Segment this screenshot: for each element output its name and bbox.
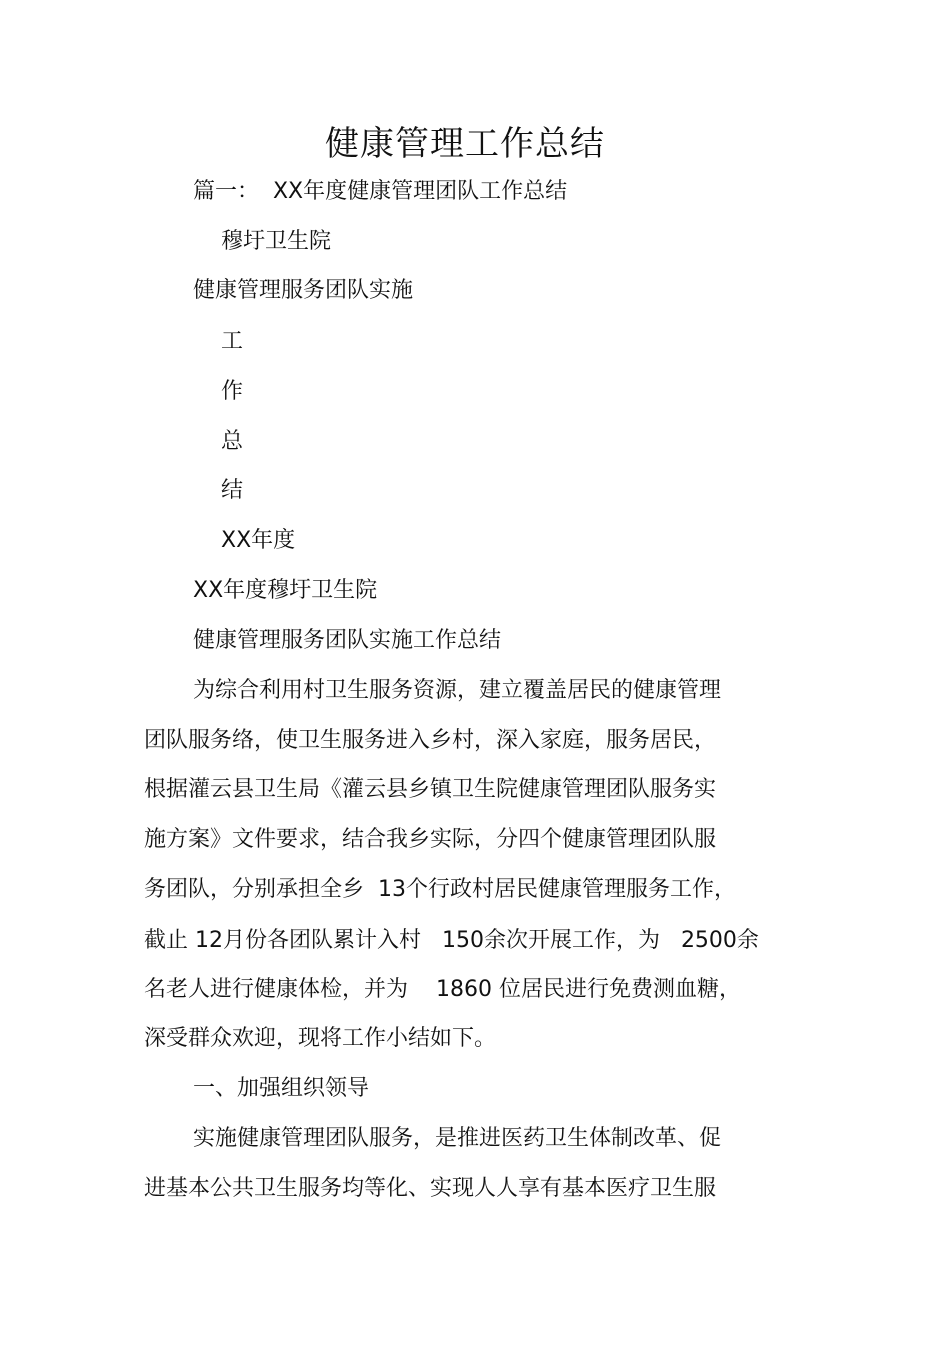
subsection-heading: 一、加强组织领导 [193,1076,370,1101]
institution-name: 穆圩卫生院 [221,229,332,254]
paragraph-line: 施方案》文件要求，结合我乡实际，分四个健康管理团队服 [144,827,717,852]
text-line: 结 [221,478,244,503]
text-line: 健康管理服务团队实施工作总结 [193,628,502,653]
text-line: 作 [221,379,244,404]
paragraph-line: 根据灌云县卫生局《灌云县乡镇卫生院健康管理团队服务实 [144,777,717,802]
text-line: 健康管理服务团队实施 [193,278,414,303]
paragraph-line: 实施健康管理团队服务，是推进医药卫生体制改革、促 [193,1126,722,1151]
document-title: 健康管理工作总结 [325,124,605,164]
paragraph-line: 截止 12月份各团队累计入村 150余次开展工作，为 2500余 [144,928,759,953]
text-line: 总 [221,429,244,454]
paragraph-line: 为综合利用村卫生服务资源，建立覆盖居民的健康管理 [193,678,722,703]
paragraph-line: 深受群众欢迎，现将工作小结如下。 [144,1026,497,1051]
text-line: 工 [221,329,244,354]
paragraph-line: 名老人进行健康体检，并为 1860 位居民进行免费测血糖， [144,977,741,1002]
text-line: XX年度穆圩卫生院 [193,578,378,603]
paragraph-line: 团队服务络，使卫生服务进入乡村，深入家庭，服务居民， [144,728,717,753]
paragraph-line: 进基本公共卫生服务均等化、实现人人享有基本医疗卫生服 [144,1176,717,1201]
paragraph-line: 务团队，分别承担全乡 13个行政村居民健康管理服务工作， [144,877,736,902]
text-line: XX年度 [221,528,296,553]
section-heading: 篇一： XX年度健康管理团队工作总结 [193,179,568,204]
